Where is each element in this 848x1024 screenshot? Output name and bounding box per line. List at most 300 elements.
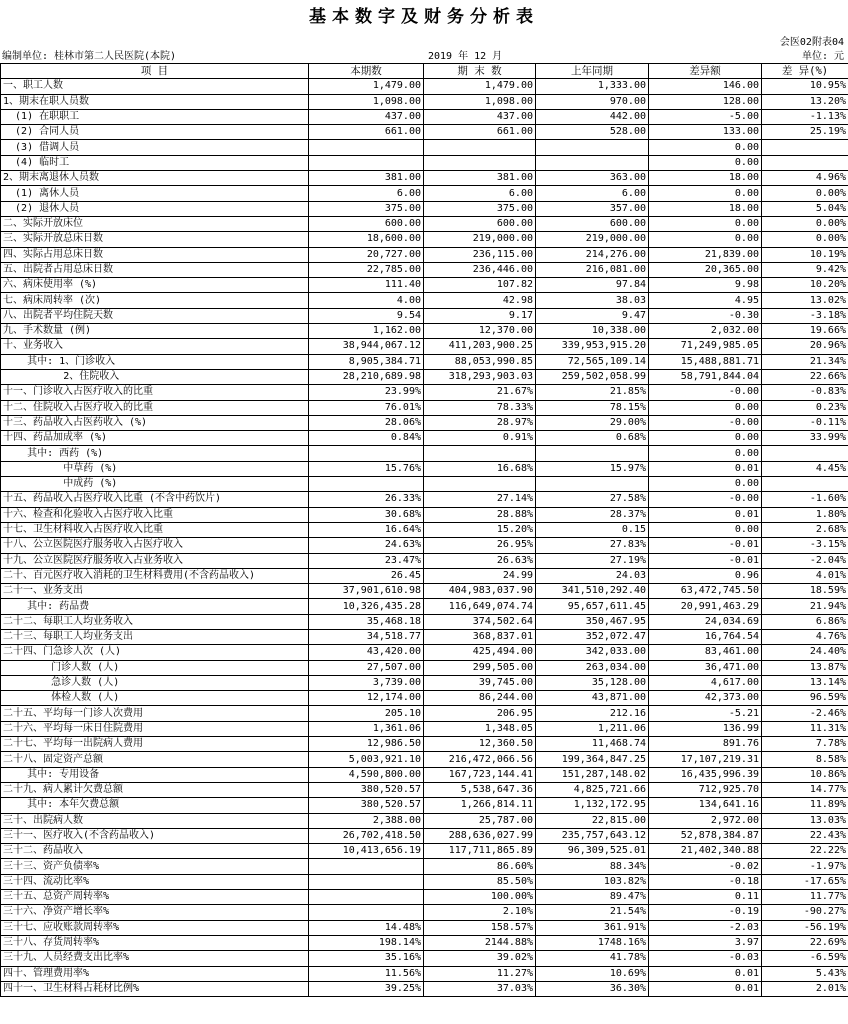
cell-difference: 712,925.70: [649, 782, 762, 797]
cell-current: 30.68%: [309, 507, 424, 522]
cell-difference-pct: 33.99%: [762, 431, 848, 446]
cell-last-year: 35,128.00: [536, 675, 649, 690]
cell-period-end: 437.00: [424, 109, 536, 124]
cell-last-year: 259,502,058.99: [536, 369, 649, 384]
cell-difference: 0.96: [649, 568, 762, 583]
cell-difference-pct: 10.86%: [762, 767, 848, 782]
cell-last-year: 27.58%: [536, 492, 649, 507]
table-row: [1, 553, 848, 568]
cell-period-end: 16.68%: [424, 461, 536, 476]
cell-period-end: 206.95: [424, 706, 536, 721]
cell-difference: -0.01: [649, 553, 762, 568]
cell-item: 十九、公立医院医疗服务收入占业务收入: [1, 553, 309, 568]
cell-difference: 36,471.00: [649, 660, 762, 675]
cell-period-end: 404,983,037.90: [424, 584, 536, 599]
cell-difference: 71,249,985.05: [649, 339, 762, 354]
cell-item: 二十九、病人累计欠费总额: [1, 782, 309, 797]
cell-difference: 17,107,219.31: [649, 752, 762, 767]
cell-item: 十五、药品收入占医疗收入比重 (不含中药饮片): [1, 492, 309, 507]
cell-last-year: 24.03: [536, 568, 649, 583]
cell-current: 26.33%: [309, 492, 424, 507]
cell-difference-pct: -1.60%: [762, 492, 848, 507]
cell-difference: -0.30: [649, 308, 762, 323]
cell-difference-pct: 21.94%: [762, 599, 848, 614]
cell-difference-pct: 11.31%: [762, 721, 848, 736]
cell-last-year: 1748.16%: [536, 935, 649, 950]
table-row: [1, 247, 848, 262]
cell-last-year: [536, 446, 649, 461]
cell-difference: 0.00: [649, 232, 762, 247]
cell-difference-pct: -1.97%: [762, 859, 848, 874]
cell-item: 二十二、每职工人均业务收入: [1, 614, 309, 629]
cell-item: (2) 退休人员: [1, 201, 309, 216]
cell-difference-pct: -56.19%: [762, 920, 848, 935]
cell-period-end: 167,723,144.41: [424, 767, 536, 782]
cell-current: 34,518.77: [309, 629, 424, 644]
table-row: [1, 767, 848, 782]
cell-item: 七、病床周转率 (次): [1, 293, 309, 308]
cell-item: 1、期末在职人员数: [1, 94, 309, 109]
cell-difference-pct: 0.23%: [762, 400, 848, 415]
cell-last-year: 970.00: [536, 94, 649, 109]
cell-difference: 3.97: [649, 935, 762, 950]
cell-item: 一、职工人数: [1, 79, 309, 94]
cell-difference-pct: [762, 477, 848, 492]
cell-period-end: 1,479.00: [424, 79, 536, 94]
cell-current: 10,413,656.19: [309, 844, 424, 859]
cell-period-end: 661.00: [424, 125, 536, 140]
table-row: [1, 782, 848, 797]
cell-period-end: 318,293,903.03: [424, 369, 536, 384]
cell-item: 八、出院者平均住院天数: [1, 308, 309, 323]
cell-difference-pct: 96.59%: [762, 691, 848, 706]
cell-current: 5,003,921.10: [309, 752, 424, 767]
cell-last-year: 219,000.00: [536, 232, 649, 247]
cell-current: 11.56%: [309, 966, 424, 981]
cell-last-year: 36.30%: [536, 981, 649, 996]
cell-difference-pct: 22.22%: [762, 844, 848, 859]
header-row: [1, 64, 848, 79]
cell-period-end: 6.00: [424, 186, 536, 201]
cell-difference: 0.00: [649, 522, 762, 537]
cell-last-year: 43,871.00: [536, 691, 649, 706]
cell-last-year: 96,309,525.01: [536, 844, 649, 859]
cell-current: 14.48%: [309, 920, 424, 935]
cell-difference-pct: 4.45%: [762, 461, 848, 476]
cell-difference: 20,365.00: [649, 262, 762, 277]
cell-current: 43,420.00: [309, 645, 424, 660]
cell-difference-pct: 25.19%: [762, 125, 848, 140]
cell-last-year: 38.03: [536, 293, 649, 308]
cell-difference-pct: -0.83%: [762, 385, 848, 400]
header-item: 项 目: [1, 64, 309, 79]
cell-period-end: 12,370.00: [424, 324, 536, 339]
table-row: [1, 691, 848, 706]
cell-last-year: 11,468.74: [536, 737, 649, 752]
cell-current: 9.54: [309, 308, 424, 323]
cell-current: 661.00: [309, 125, 424, 140]
table-row: [1, 461, 848, 476]
table-row: [1, 813, 848, 828]
cell-difference: 0.00: [649, 431, 762, 446]
table-row: [1, 492, 848, 507]
cell-difference: 9.98: [649, 278, 762, 293]
cell-current: [309, 477, 424, 492]
cell-item: 2、期末离退休人员数: [1, 171, 309, 186]
cell-difference-pct: -0.11%: [762, 415, 848, 430]
cell-difference: 24,034.69: [649, 614, 762, 629]
cell-last-year: 1,333.00: [536, 79, 649, 94]
cell-last-year: 0.68%: [536, 431, 649, 446]
table-row: [1, 660, 848, 675]
cell-item: 十八、公立医院医疗服务收入占医疗收入: [1, 538, 309, 553]
cell-current: 4.00: [309, 293, 424, 308]
cell-current: 0.84%: [309, 431, 424, 446]
cell-current: 39.25%: [309, 981, 424, 996]
cell-difference-pct: 10.19%: [762, 247, 848, 262]
cell-item: 体检人数 (人): [1, 691, 309, 706]
cell-difference: 52,878,384.87: [649, 828, 762, 843]
cell-current: 35,468.18: [309, 614, 424, 629]
header-difference: 差异额: [649, 64, 762, 79]
cell-current: [309, 905, 424, 920]
cell-period-end: 39.02%: [424, 951, 536, 966]
cell-difference: 21,839.00: [649, 247, 762, 262]
cell-period-end: 236,115.00: [424, 247, 536, 262]
cell-item: 三十六、净资产增长率%: [1, 905, 309, 920]
cell-last-year: 1,132,172.95: [536, 798, 649, 813]
table-row: [1, 538, 848, 553]
cell-item: 二、实际开放床位: [1, 216, 309, 231]
cell-item: 二十六、平均每一床日住院费用: [1, 721, 309, 736]
table-row: [1, 216, 848, 231]
cell-item: 急诊人数 (人): [1, 675, 309, 690]
table-row: [1, 415, 848, 430]
cell-period-end: 11.27%: [424, 966, 536, 981]
cell-current: [309, 140, 424, 155]
cell-item: 其中: 药品费: [1, 599, 309, 614]
table-row: [1, 645, 848, 660]
cell-difference-pct: -1.13%: [762, 109, 848, 124]
cell-difference-pct: 11.89%: [762, 798, 848, 813]
cell-current: [309, 874, 424, 889]
cell-period-end: 9.17: [424, 308, 536, 323]
cell-current: 205.10: [309, 706, 424, 721]
cell-period-end: 28.88%: [424, 507, 536, 522]
table-row: [1, 278, 848, 293]
cell-current: 28.06%: [309, 415, 424, 430]
cell-difference: 891.76: [649, 737, 762, 752]
cell-period-end: 107.82: [424, 278, 536, 293]
table-row: [1, 721, 848, 736]
cell-last-year: 350,467.95: [536, 614, 649, 629]
cell-last-year: 41.78%: [536, 951, 649, 966]
cell-period-end: 24.99: [424, 568, 536, 583]
cell-last-year: 72,565,109.14: [536, 354, 649, 369]
table-row: [1, 675, 848, 690]
cell-period-end: 381.00: [424, 171, 536, 186]
table-row: [1, 293, 848, 308]
cell-difference-pct: 11.77%: [762, 890, 848, 905]
cell-current: 8,905,384.71: [309, 354, 424, 369]
cell-difference: 134,641.16: [649, 798, 762, 813]
cell-last-year: 21.85%: [536, 385, 649, 400]
cell-difference: 4,617.00: [649, 675, 762, 690]
cell-last-year: 216,081.00: [536, 262, 649, 277]
cell-current: 24.63%: [309, 538, 424, 553]
cell-period-end: 116,649,074.74: [424, 599, 536, 614]
cell-last-year: 528.00: [536, 125, 649, 140]
cell-item: 十、业务收入: [1, 339, 309, 354]
cell-difference: 146.00: [649, 79, 762, 94]
cell-difference: 20,991,463.29: [649, 599, 762, 614]
cell-last-year: 357.00: [536, 201, 649, 216]
cell-period-end: 100.00%: [424, 890, 536, 905]
cell-period-end: 86.60%: [424, 859, 536, 874]
cell-difference-pct: 6.86%: [762, 614, 848, 629]
cell-period-end: 28.97%: [424, 415, 536, 430]
cell-last-year: 361.91%: [536, 920, 649, 935]
cell-last-year: 212.16: [536, 706, 649, 721]
cell-current: 2,388.00: [309, 813, 424, 828]
cell-difference-pct: 10.20%: [762, 278, 848, 293]
table-row: [1, 905, 848, 920]
cell-period-end: 39,745.00: [424, 675, 536, 690]
header-current: 本期数: [309, 64, 424, 79]
cell-period-end: 37.03%: [424, 981, 536, 996]
table-row: [1, 737, 848, 752]
table-row: [1, 446, 848, 461]
cell-difference-pct: 1.80%: [762, 507, 848, 522]
cell-item: 九、手术数量 (例): [1, 324, 309, 339]
cell-last-year: 342,033.00: [536, 645, 649, 660]
table-row: [1, 935, 848, 950]
header-period-end: 期 末 数: [424, 64, 536, 79]
financial-table: [0, 63, 848, 997]
table-row: [1, 125, 848, 140]
cell-difference-pct: 22.43%: [762, 828, 848, 843]
cell-current: 37,901,610.98: [309, 584, 424, 599]
cell-last-year: 103.82%: [536, 874, 649, 889]
cell-period-end: 425,494.00: [424, 645, 536, 660]
cell-difference-pct: -6.59%: [762, 951, 848, 966]
cell-difference-pct: -90.27%: [762, 905, 848, 920]
cell-difference-pct: 8.58%: [762, 752, 848, 767]
cell-difference: 2,032.00: [649, 324, 762, 339]
cell-current: 26,702,418.50: [309, 828, 424, 843]
cell-difference-pct: 0.00%: [762, 186, 848, 201]
cell-item: (4) 临时工: [1, 155, 309, 170]
cell-period-end: 26.95%: [424, 538, 536, 553]
cell-period-end: 1,266,814.11: [424, 798, 536, 813]
cell-current: 35.16%: [309, 951, 424, 966]
cell-item: 六、病床使用率 (%): [1, 278, 309, 293]
cell-difference: -0.19: [649, 905, 762, 920]
cell-item: 二十五、平均每一门诊人次费用: [1, 706, 309, 721]
cell-period-end: 1,098.00: [424, 94, 536, 109]
cell-difference: 0.01: [649, 981, 762, 996]
table-row: [1, 369, 848, 384]
cell-period-end: 288,636,027.99: [424, 828, 536, 843]
table-row: [1, 308, 848, 323]
cell-difference-pct: -2.46%: [762, 706, 848, 721]
cell-difference-pct: -3.15%: [762, 538, 848, 553]
cell-current: 27,507.00: [309, 660, 424, 675]
cell-last-year: 341,510,292.40: [536, 584, 649, 599]
cell-difference: 4.95: [649, 293, 762, 308]
cell-last-year: 0.15: [536, 522, 649, 537]
cell-period-end: 375.00: [424, 201, 536, 216]
cell-item: 三十、出院病人数: [1, 813, 309, 828]
cell-current: 437.00: [309, 109, 424, 124]
cell-current: 111.40: [309, 278, 424, 293]
cell-last-year: 88.34%: [536, 859, 649, 874]
table-row: [1, 140, 848, 155]
cell-last-year: 97.84: [536, 278, 649, 293]
table-row: [1, 599, 848, 614]
cell-item: 二十三、每职工人均业务支出: [1, 629, 309, 644]
cell-item: 其中: 专用设备: [1, 767, 309, 782]
table-row: [1, 828, 848, 843]
table-row: [1, 844, 848, 859]
cell-period-end: 21.67%: [424, 385, 536, 400]
cell-difference-pct: [762, 446, 848, 461]
cell-difference: 0.01: [649, 507, 762, 522]
cell-difference-pct: 0.00%: [762, 232, 848, 247]
table-row: [1, 798, 848, 813]
table-row: [1, 354, 848, 369]
cell-period-end: 25,787.00: [424, 813, 536, 828]
cell-last-year: [536, 140, 649, 155]
cell-period-end: 411,203,900.25: [424, 339, 536, 354]
cell-last-year: 10,338.00: [536, 324, 649, 339]
currency-unit: 单位: 元: [801, 51, 844, 62]
cell-last-year: 28.37%: [536, 507, 649, 522]
table-row: [1, 339, 848, 354]
cell-last-year: 15.97%: [536, 461, 649, 476]
cell-item: 十七、卫生材料收入占医疗收入比重: [1, 522, 309, 537]
cell-item: 十四、药品加成率 (%): [1, 431, 309, 446]
cell-difference: -5.00: [649, 109, 762, 124]
cell-item: 其中: 西药 (%): [1, 446, 309, 461]
cell-item: 三十五、总资产周转率%: [1, 890, 309, 905]
cell-difference: 58,791,844.04: [649, 369, 762, 384]
cell-period-end: 5,538,647.36: [424, 782, 536, 797]
cell-period-end: 15.20%: [424, 522, 536, 537]
cell-difference: 0.00: [649, 186, 762, 201]
cell-item: 十六、检查和化验收入占医疗收入比重: [1, 507, 309, 522]
cell-item: 三十四、流动比率%: [1, 874, 309, 889]
form-code: 会医02附表04: [779, 37, 844, 48]
cell-item: 二十七、平均每一出院病人费用: [1, 737, 309, 752]
cell-current: 375.00: [309, 201, 424, 216]
cell-current: 600.00: [309, 216, 424, 231]
cell-current: 1,479.00: [309, 79, 424, 94]
cell-current: 16.64%: [309, 522, 424, 537]
table-row: [1, 568, 848, 583]
cell-period-end: 88,053,990.85: [424, 354, 536, 369]
cell-item: 四十、管理费用率%: [1, 966, 309, 981]
table-row: [1, 874, 848, 889]
cell-item: 二十、百元医疗收入消耗的卫生材料费用(不含药品收入): [1, 568, 309, 583]
cell-period-end: 1,348.05: [424, 721, 536, 736]
table-row: [1, 920, 848, 935]
cell-last-year: 29.00%: [536, 415, 649, 430]
table-row: [1, 981, 848, 996]
cell-item: (1) 在职职工: [1, 109, 309, 124]
cell-current: 20,727.00: [309, 247, 424, 262]
cell-last-year: 442.00: [536, 109, 649, 124]
cell-current: 38,944,067.12: [309, 339, 424, 354]
cell-period-end: 158.57%: [424, 920, 536, 935]
table-row: [1, 324, 848, 339]
cell-last-year: 199,364,847.25: [536, 752, 649, 767]
cell-current: 28,210,689.98: [309, 369, 424, 384]
cell-current: 1,098.00: [309, 94, 424, 109]
cell-last-year: 1,211.06: [536, 721, 649, 736]
cell-difference-pct: 22.66%: [762, 369, 848, 384]
header-difference-pct: 差 异(%): [762, 64, 848, 79]
cell-period-end: 12,360.50: [424, 737, 536, 752]
cell-period-end: 117,711,865.89: [424, 844, 536, 859]
cell-difference: -2.03: [649, 920, 762, 935]
cell-current: 1,162.00: [309, 324, 424, 339]
table-row: [1, 614, 848, 629]
cell-difference: -0.03: [649, 951, 762, 966]
cell-last-year: 9.47: [536, 308, 649, 323]
cell-period-end: [424, 155, 536, 170]
table-row: [1, 232, 848, 247]
table-row: [1, 171, 848, 186]
cell-difference-pct: 19.66%: [762, 324, 848, 339]
cell-period-end: 2.10%: [424, 905, 536, 920]
cell-difference: 0.00: [649, 477, 762, 492]
cell-item: 四、实际占用总床日数: [1, 247, 309, 262]
cell-difference: 0.00: [649, 446, 762, 461]
cell-period-end: 0.91%: [424, 431, 536, 446]
table-row: [1, 752, 848, 767]
table-row: [1, 507, 848, 522]
cell-difference: 16,764.54: [649, 629, 762, 644]
cell-last-year: [536, 477, 649, 492]
table-row: [1, 706, 848, 721]
cell-item: 门诊人数 (人): [1, 660, 309, 675]
cell-difference: -0.02: [649, 859, 762, 874]
cell-item: 十一、门诊收入占医疗收入的比重: [1, 385, 309, 400]
cell-current: [309, 446, 424, 461]
cell-item: (2) 合同人员: [1, 125, 309, 140]
cell-period-end: 2144.88%: [424, 935, 536, 950]
cell-item: 三十三、资产负债率%: [1, 859, 309, 874]
cell-item: 四十一、卫生材料占耗材比例%: [1, 981, 309, 996]
cell-period-end: [424, 477, 536, 492]
cell-last-year: 10.69%: [536, 966, 649, 981]
cell-difference: 0.01: [649, 966, 762, 981]
cell-item: 2、住院收入: [1, 369, 309, 384]
cell-difference: -0.00: [649, 492, 762, 507]
cell-period-end: [424, 140, 536, 155]
cell-difference: 0.00: [649, 155, 762, 170]
cell-difference-pct: 13.20%: [762, 94, 848, 109]
cell-item: 三十七、应收账款周转率%: [1, 920, 309, 935]
cell-current: [309, 890, 424, 905]
cell-difference: 18.00: [649, 171, 762, 186]
cell-difference-pct: [762, 140, 848, 155]
cell-last-year: 78.15%: [536, 400, 649, 415]
cell-difference-pct: 4.96%: [762, 171, 848, 186]
cell-difference-pct: 13.87%: [762, 660, 848, 675]
table-row: [1, 262, 848, 277]
